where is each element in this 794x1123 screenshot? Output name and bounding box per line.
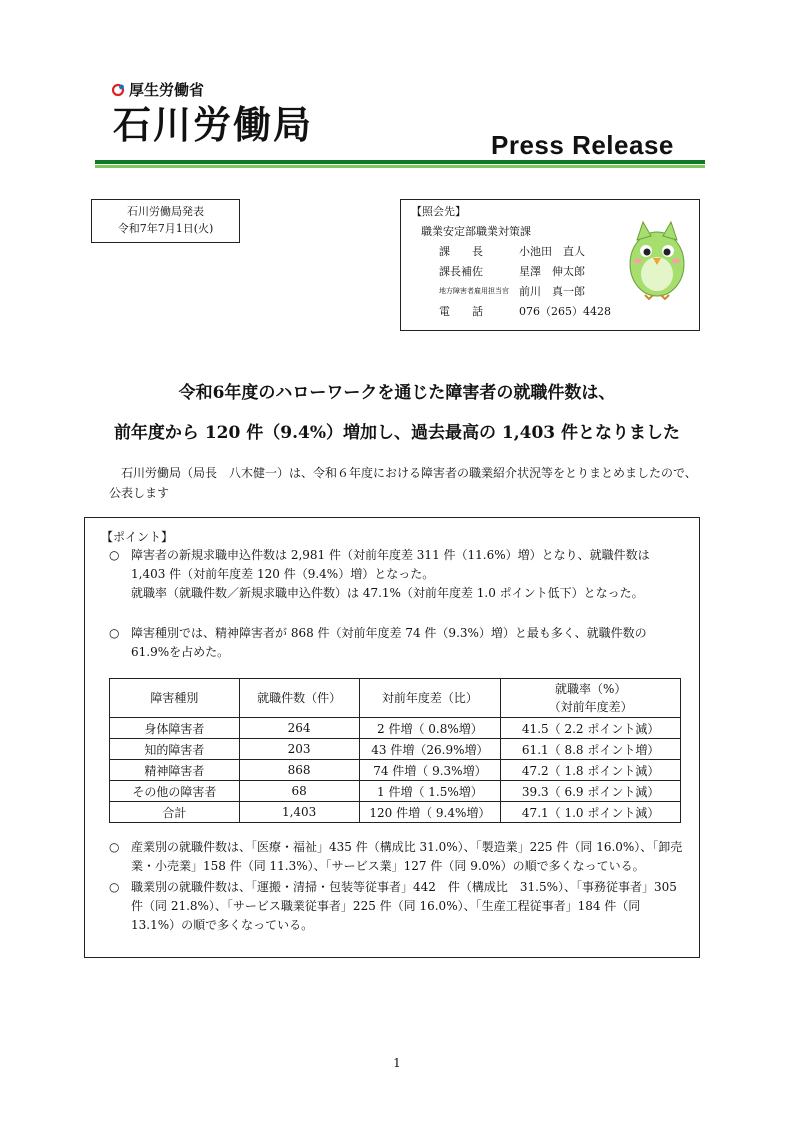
point-item bbox=[109, 546, 687, 603]
contact-department: 職業安定部職業対策課 bbox=[421, 225, 531, 238]
bullet-circle-icon: ○ bbox=[109, 548, 120, 562]
point-text: 就職率（就職件数／新規求職申込件数）は 47.1%（対前年度差 1.0 ポイント低下）となった。 bbox=[131, 586, 644, 600]
table-cell: 合計 bbox=[110, 802, 240, 823]
column-header-line: 就職率（%） bbox=[554, 682, 627, 696]
table-row bbox=[110, 739, 681, 760]
table-cell: その他の障害者 bbox=[110, 781, 240, 802]
table-cell: 1 件増（ 1.5%増） bbox=[359, 781, 501, 802]
ministry-logo-icon bbox=[112, 83, 126, 97]
statistics-table bbox=[109, 678, 681, 823]
table-cell: 120 件増（ 9.4%増） bbox=[359, 802, 501, 823]
ministry-name: 厚生労働省 bbox=[129, 81, 205, 99]
headline-line-1: 令和6年度のハローワークを通じた障害者の就職件数は、 bbox=[178, 383, 616, 403]
point-item bbox=[109, 624, 687, 662]
headline-line-2: 前年度から 120 件（9.4%）増加し、過去最高の 1,403 件となりました bbox=[113, 423, 681, 443]
point-item bbox=[109, 838, 687, 876]
contact-role: 地方障害者雇用担当官 bbox=[439, 287, 509, 295]
points-box bbox=[84, 517, 700, 958]
table-cell: 2 件増（ 0.8%増） bbox=[359, 718, 501, 739]
table-row bbox=[110, 760, 681, 781]
table-cell: 知的障害者 bbox=[110, 739, 240, 760]
bullet-circle-icon: ○ bbox=[109, 626, 120, 640]
contact-box bbox=[400, 199, 700, 331]
point-text: 産業別の就職件数は、「医療・福祉」435 件（構成比 31.0%）、「製造業」225 件（同 16.0%）、「卸売業・小売業」158 件（同 11.3%）、「サービス業」127 件（同 9.0%）の順で多くなっている。 bbox=[131, 840, 683, 873]
point-item bbox=[109, 878, 687, 935]
bullet-circle-icon: ○ bbox=[109, 880, 120, 894]
bullet-circle-icon: ○ bbox=[109, 840, 120, 854]
table-cell: 68 bbox=[239, 781, 359, 802]
table-cell: 264 bbox=[239, 718, 359, 739]
announcement-issuer: 石川労働局発表 bbox=[127, 205, 204, 218]
contact-name: 小池田 直人 bbox=[519, 245, 585, 258]
table-row bbox=[110, 781, 681, 802]
table-cell: 43 件増（26.9%増） bbox=[359, 739, 501, 760]
point-text: 障害種別では、精神障害者が 868 件（対前年度差 74 件（9.3%）増）と最も多く、就職件数の 61.9%を占めた。 bbox=[131, 626, 647, 659]
points-heading: 【ポイント】 bbox=[101, 530, 174, 544]
contact-heading: 【照会先】 bbox=[411, 205, 466, 218]
header-rule-light bbox=[95, 165, 705, 168]
contact-role: 課 長 bbox=[439, 245, 483, 258]
point-text: 障害者の新規求職申込件数は 2,981 件（対前年度差 311 件（11.6%）増）となり、就職件数は 1,403 件（対前年度差 120 件（9.4%）増）となった。 bbox=[131, 548, 650, 581]
press-release-label: Press Release bbox=[491, 130, 674, 160]
table-cell: 203 bbox=[239, 739, 359, 760]
column-header: 対前年度差（比） bbox=[359, 679, 501, 718]
table-header-row bbox=[110, 679, 681, 718]
contact-name: 星澤 伸太郎 bbox=[519, 265, 585, 278]
page-number: 1 bbox=[393, 1056, 401, 1070]
announcement-date: 令和7年7月1日(火) bbox=[117, 222, 214, 235]
contact-role: 電 話 bbox=[439, 305, 483, 318]
table-cell: 47.2（ 1.8 ポイント減） bbox=[501, 760, 681, 781]
column-header bbox=[501, 679, 681, 718]
announcement-box bbox=[91, 199, 240, 243]
column-header-line: （対前年度差） bbox=[548, 700, 633, 714]
bureau-name: 石川労働局 bbox=[113, 103, 314, 147]
column-header: 障害種別 bbox=[110, 679, 240, 718]
table-row bbox=[110, 718, 681, 739]
table-cell: 868 bbox=[239, 760, 359, 781]
header-rule-dark bbox=[95, 160, 705, 164]
column-header: 就職件数（件） bbox=[239, 679, 359, 718]
contact-role: 課長補佐 bbox=[439, 265, 483, 278]
ministry-logo bbox=[112, 79, 204, 100]
table-total-row bbox=[110, 802, 681, 823]
table-cell: 74 件増（ 9.3%増） bbox=[359, 760, 501, 781]
contact-phone: 076（265）4428 bbox=[519, 305, 611, 318]
table-cell: 61.1（ 8.8 ポイント増） bbox=[501, 739, 681, 760]
contact-name: 前川 真一郎 bbox=[519, 285, 585, 298]
point-text: 職業別の就職件数は、「運搬・清掃・包装等従事者」442 件（構成比 31.5%）、「事務従事者」305 件（同 21.8%）、「サービス職業従事者」225 件（同 16.0%）、「生産工程従事者」184 件（同 13.1%）の順で多くなっている。 bbox=[131, 880, 677, 932]
table-cell: 身体障害者 bbox=[110, 718, 240, 739]
table-cell: 47.1（ 1.0 ポイント減） bbox=[501, 802, 681, 823]
mascot-bird-icon bbox=[623, 218, 691, 300]
table-cell: 41.5（ 2.2 ポイント減） bbox=[501, 718, 681, 739]
table-cell: 1,403 bbox=[239, 802, 359, 823]
table-cell: 精神障害者 bbox=[110, 760, 240, 781]
table-cell: 39.3（ 6.9 ポイント減） bbox=[501, 781, 681, 802]
intro-paragraph: 石川労働局（局長 八木健一）は、令和６年度における障害者の職業紹介状況等をとりまとめましたので、公表します bbox=[109, 466, 697, 500]
